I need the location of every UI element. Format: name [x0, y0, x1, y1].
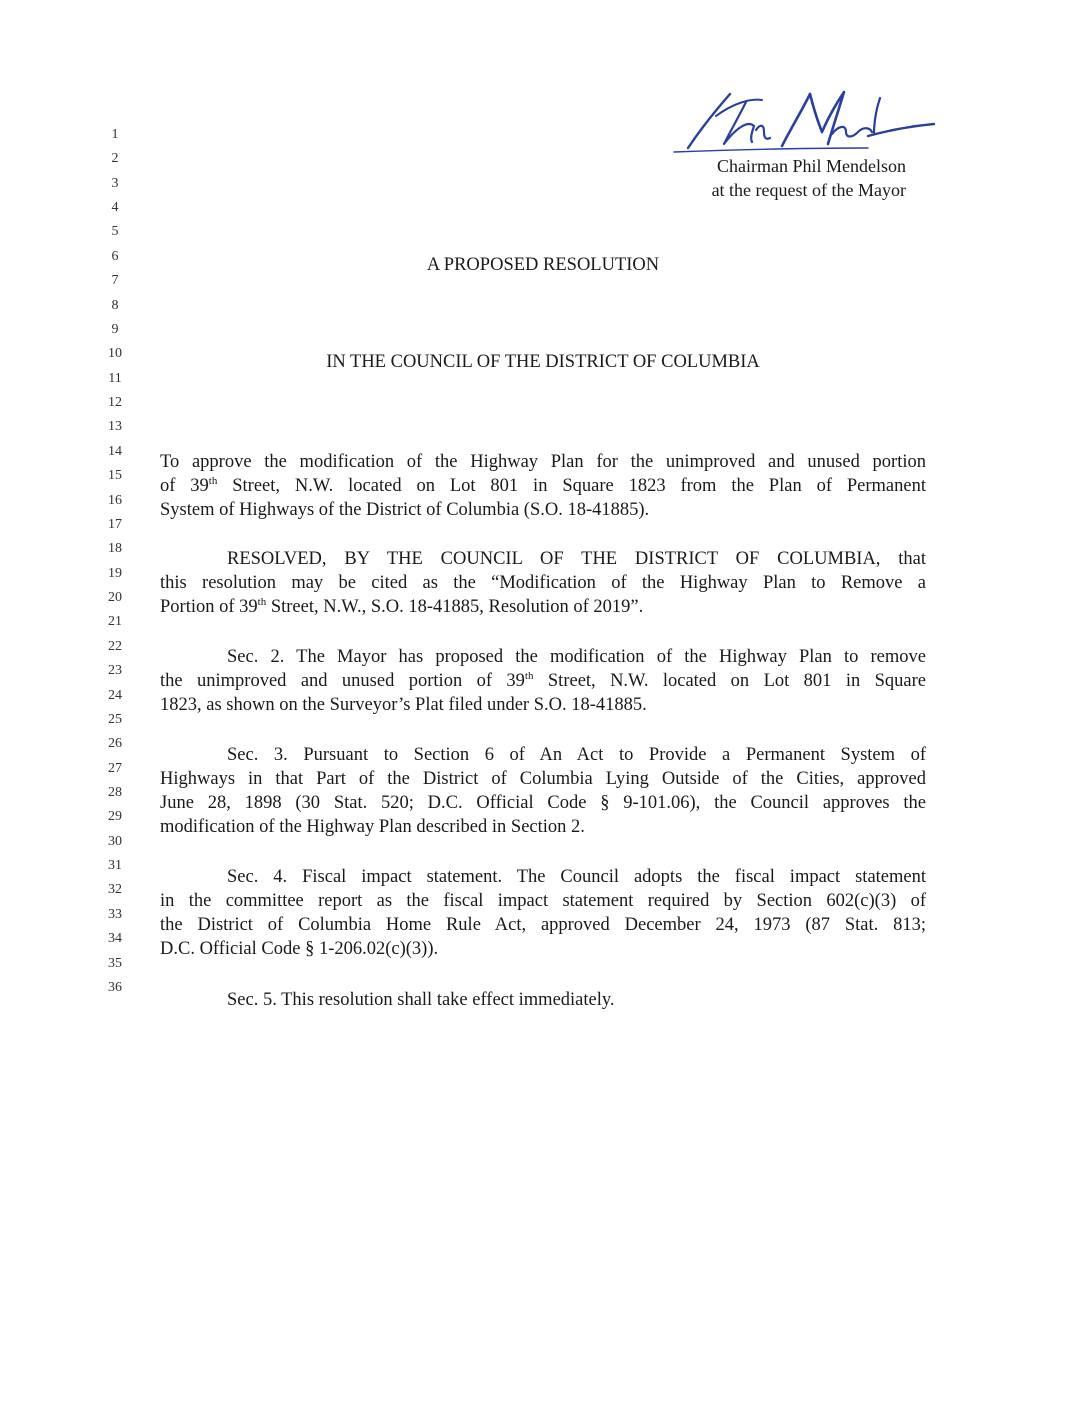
line-number: 7 — [111, 273, 119, 289]
section-3 — [160, 743, 926, 839]
line-number: 23 — [108, 663, 122, 679]
line-number: 10 — [108, 346, 122, 362]
line-number: 15 — [108, 468, 122, 484]
sponsor-block — [640, 154, 906, 202]
line-number: 18 — [108, 541, 122, 557]
signature-stroke — [756, 126, 770, 139]
line-number: 36 — [108, 979, 122, 995]
line-number: 31 — [108, 858, 122, 874]
signature-stroke — [868, 124, 934, 136]
line-number: 25 — [108, 711, 122, 727]
line-number: 34 — [108, 931, 122, 947]
line-number: 28 — [108, 784, 122, 800]
document-heading: A PROPOSED RESOLUTION — [426, 255, 660, 275]
section-5 — [160, 988, 926, 1012]
line-number: 13 — [108, 419, 122, 435]
line-number: 32 — [108, 882, 122, 898]
chairman-signature — [668, 86, 938, 160]
line-number: 27 — [108, 760, 122, 776]
sec2-line-2: the unimproved and unused portion of 39th Street, N.W. located on Lot 801 in Square — [160, 670, 926, 691]
sec3-line-3: June 28, 1898 (30 Stat. 520; D.C. Official Code § 9-101.06), the Council approves the — [160, 793, 926, 813]
line-number: 21 — [108, 614, 122, 630]
line-number: 4 — [111, 200, 119, 216]
council-heading: IN THE COUNCIL OF THE DISTRICT OF COLUMBIA — [326, 352, 760, 372]
signature-stroke — [688, 94, 730, 148]
line-number: 5 — [111, 224, 119, 240]
signature-stroke — [832, 127, 872, 137]
sec2-line-1: Sec. 2. The Mayor has proposed the modification of the Highway Plan to remove — [227, 647, 926, 667]
line-number: 33 — [108, 906, 122, 922]
resolved-clause — [160, 547, 926, 619]
title-line-1: To approve the modification of the Highway Plan for the unimproved and unused portion — [160, 452, 926, 472]
sec3-line-1: Sec. 3. Pursuant to Section 6 of An Act to Provide a Permanent System of — [227, 745, 926, 765]
line-number: 24 — [108, 687, 122, 703]
line-number: 6 — [111, 248, 119, 264]
line-number: 12 — [108, 395, 122, 411]
line-number: 19 — [108, 565, 122, 581]
sec3-line-4: modification of the Highway Plan described in Section 2. — [160, 817, 585, 837]
line-number: 30 — [108, 833, 122, 849]
line-number: 1 — [111, 127, 119, 142]
section-4 — [160, 865, 926, 961]
resolved-line-1: RESOLVED, BY THE COUNCIL OF THE DISTRICT OF COLUMBIA, that — [227, 549, 926, 569]
line-number: 22 — [108, 638, 122, 654]
title-line-2: of 39th Street, N.W. located on Lot 801 in Square 1823 from the Plan of Permanent — [160, 475, 926, 496]
sec4-line-4: D.C. Official Code § 1-206.02(c)(3)). — [160, 939, 439, 959]
line-number: 16 — [108, 492, 122, 508]
sponsor-request: at the request of the Mayor — [711, 180, 906, 200]
line-number: 17 — [108, 516, 122, 532]
signature-stroke — [782, 94, 810, 146]
resolved-line-2: this resolution may be cited as the “Modification of the Highway Plan to Remove a — [160, 573, 926, 593]
signature-stroke — [810, 92, 844, 144]
title-line-3: System of Highways of the District of Columbia (S.O. 18-41885). — [160, 500, 650, 520]
sec2-line-3: 1823, as shown on the Surveyor’s Plat filed under S.O. 18-41885. — [160, 695, 647, 715]
sec4-line-3: the District of Columbia Home Rule Act, approved December 24, 1973 (87 Stat. 813; — [160, 915, 926, 935]
line-number: 35 — [108, 955, 122, 971]
signature-stroke — [874, 98, 880, 134]
line-number: 9 — [111, 321, 119, 337]
line-number: 20 — [108, 590, 122, 606]
line-number: 8 — [111, 297, 119, 313]
resolved-line-3: Portion of 39th Street, N.W., S.O. 18-41885, Resolution of 2019”. — [160, 596, 644, 617]
line-number: 3 — [111, 175, 119, 191]
signature-stroke — [674, 148, 868, 152]
resolution-title — [160, 450, 926, 522]
sec5-line-1: Sec. 5. This resolution shall take effect immediately. — [227, 990, 615, 1010]
sec4-line-2: in the committee report as the fiscal impact statement required by Section 602(c)(3) of — [160, 891, 926, 911]
line-number: 29 — [108, 809, 122, 825]
line-number: 14 — [108, 443, 122, 459]
section-2 — [160, 645, 926, 717]
sec3-line-2: Highways in that Part of the District of Columbia Lying Outside of the Cities, approved — [160, 769, 926, 789]
line-number: 11 — [108, 370, 122, 386]
sec4-line-1: Sec. 4. Fiscal impact statement. The Council adopts the fiscal impact statement — [227, 867, 926, 887]
line-number: 26 — [108, 736, 122, 752]
sponsor-name: Chairman Phil Mendelson — [717, 156, 906, 176]
line-number: 2 — [111, 151, 119, 167]
